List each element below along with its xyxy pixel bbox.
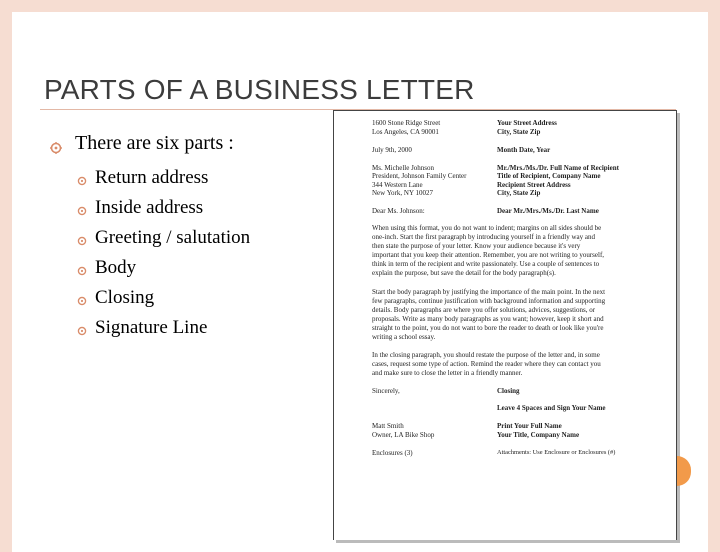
return-address-line: Los Angeles, CA 90001 — [372, 128, 439, 136]
body-line: think in term of the recipient and write passionately. Use a couple of sentences to — [372, 260, 600, 268]
gear-bullet-icon — [77, 206, 87, 216]
return-address-guide: Your Street Address — [497, 119, 557, 127]
date-line: July 9th, 2000 — [372, 146, 412, 154]
body-line: When using this format, you do not want to indent; margins on all sides should be — [372, 224, 602, 232]
body-line: then state the purpose of your letter. Know your audience because it's very — [372, 242, 581, 250]
greeting-guide: Dear Mr./Mrs./Ms./Dr. Last Name — [497, 207, 599, 215]
inside-address-line: 344 Western Lane — [372, 181, 423, 189]
body-line: explain the purpose, but save the detail for the body paragraph(s). — [372, 269, 556, 277]
part-label: Greeting / salutation — [95, 227, 251, 248]
body-line: writing a school essay. — [372, 333, 436, 341]
inside-address-guide: City, State Zip — [497, 189, 541, 197]
enclosure-guide: Attachments: Use Enclosure or Enclosures (#) — [497, 449, 616, 456]
slide-title: PARTS OF A BUSINESS LETTER — [44, 74, 475, 105]
inside-address-line: President, Johnson Family Center — [372, 172, 467, 180]
signature-guide: Print Your Full Name — [497, 422, 562, 430]
inside-address-guide: Title of Recipient, Company Name — [497, 172, 601, 180]
return-address-line: 1600 Stone Ridge Street — [372, 119, 441, 127]
inside-address-guide: Mr./Mrs./Ms./Dr. Full Name of Recipient — [497, 164, 619, 172]
closing-guide: Closing — [497, 387, 520, 395]
body-line: In the closing paragraph, you should restate the purpose of the letter and, in some — [372, 351, 600, 359]
body-line: and make sure to close the letter in a friendly manner. — [372, 369, 523, 377]
greeting-line: Dear Ms. Johnson: — [372, 207, 425, 215]
body-line: proposals. Write as many body paragraphs as you want; however, keep it short and — [372, 315, 604, 323]
signature-guide: Your Title, Company Name — [497, 431, 580, 439]
body-line: important that you keep their attention. Remember, you are not writing to yourself, — [372, 251, 605, 259]
part-label: Signature Line — [95, 317, 208, 338]
signature-line: Owner, LA Bike Shop — [372, 431, 435, 439]
return-address-guide: City, State Zip — [497, 128, 541, 136]
gear-bullet-icon — [77, 266, 87, 276]
sample-letter-image — [333, 110, 677, 540]
closing-line: Sincerely, — [372, 387, 400, 395]
inside-address-guide: Recipient Street Address — [497, 181, 571, 189]
body-line: straight to the point, you do not want to bore the reader to death or look like you're — [372, 324, 604, 332]
gear-bullet-icon — [77, 296, 87, 306]
gear-bullet-icon — [77, 176, 87, 186]
enclosure-line: Enclosures (3) — [372, 449, 413, 457]
body-line: few paragraphs, continue justification with background information and supporting — [372, 297, 606, 305]
signature-line: Matt Smith — [372, 422, 404, 430]
part-label: Return address — [95, 167, 209, 188]
date-guide: Month Date, Year — [497, 146, 551, 154]
gear-bullet-icon — [77, 326, 87, 336]
part-label: Closing — [95, 287, 155, 308]
inside-address-line: New York, NY 10027 — [372, 189, 433, 197]
part-label: Body — [95, 257, 137, 278]
body-line: cases, request some type of action. Remind the reader where they can contact you — [372, 360, 601, 368]
gear-bullet-icon — [50, 142, 62, 154]
body-line: details. Body paragraphs are where you offer solutions, advices, suggestions, or — [372, 306, 596, 314]
signature-space-guide: Leave 4 Spaces and Sign Your Name — [497, 404, 606, 412]
part-label: Inside address — [95, 197, 204, 218]
body-line: one-inch. Start the first paragraph by introducing yourself in a friendly way and — [372, 233, 595, 241]
bullet-intro-text: There are six parts : — [75, 132, 234, 154]
gear-bullet-icon — [77, 236, 87, 246]
body-line: Start the body paragraph by justifying the importance of the main point. In the next — [372, 288, 606, 296]
inside-address-line: Ms. Michelle Johnson — [372, 164, 435, 172]
